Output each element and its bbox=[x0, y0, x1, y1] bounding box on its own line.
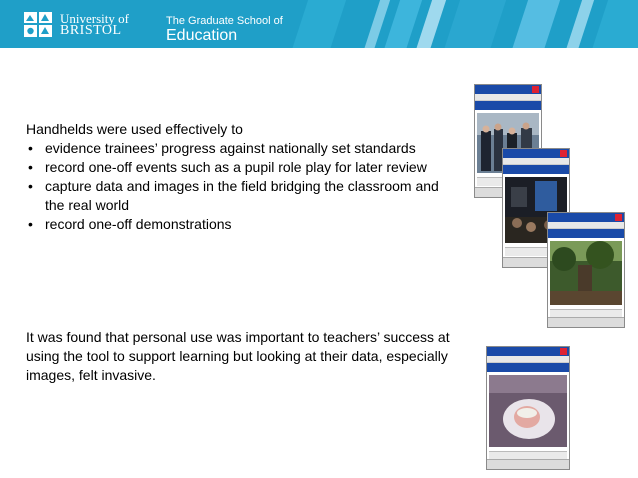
album-bar bbox=[475, 101, 541, 110]
field-photo bbox=[550, 241, 622, 305]
university-name-line1: University of bbox=[60, 11, 129, 26]
close-icon bbox=[615, 214, 622, 221]
intro-text: Handhelds were used effectively to bbox=[26, 121, 243, 137]
university-crest-icon bbox=[24, 12, 54, 38]
school-name-line1: The Graduate School of bbox=[166, 15, 283, 27]
banner-stripe bbox=[289, 0, 350, 48]
bullet-item: • evidence trainees’ progress against nationally set standards bbox=[26, 139, 471, 158]
banner-stripe bbox=[563, 0, 598, 48]
university-logo-text bbox=[60, 13, 129, 37]
university-name-line2: BRISTOL bbox=[60, 23, 122, 38]
handheld-screenshot bbox=[547, 212, 625, 328]
title-bar bbox=[487, 347, 569, 356]
title-bar bbox=[548, 213, 624, 222]
bullet-list bbox=[26, 139, 471, 234]
menu-bar bbox=[487, 356, 569, 363]
close-icon bbox=[560, 150, 567, 157]
close-icon bbox=[560, 348, 567, 355]
album-bar bbox=[548, 229, 624, 238]
menu-bar bbox=[503, 158, 569, 165]
conclusion-text: It was found that personal use was important to teachers’ success at using the tool to support learning but looking at their data, especially images, felt invasive. bbox=[26, 329, 450, 383]
banner-stripe bbox=[441, 0, 510, 48]
banner-stripe bbox=[589, 0, 638, 48]
bullet-item: • record one-off demonstrations bbox=[26, 215, 471, 234]
school-name-line2: Education bbox=[166, 27, 238, 44]
menu-bar bbox=[475, 94, 541, 101]
close-icon bbox=[532, 86, 539, 93]
findings-block bbox=[26, 120, 471, 234]
header-banner bbox=[0, 0, 638, 48]
softkey-bar bbox=[487, 459, 569, 469]
menu-bar bbox=[548, 222, 624, 229]
handheld-screenshot bbox=[486, 346, 570, 470]
banner-stripe bbox=[509, 0, 564, 48]
softkey-bar bbox=[548, 317, 624, 327]
baby-photo bbox=[489, 375, 567, 447]
title-bar bbox=[475, 85, 541, 94]
album-bar bbox=[487, 363, 569, 372]
school-name bbox=[166, 15, 283, 45]
album-bar bbox=[503, 165, 569, 174]
bullet-item: • capture data and images in the field bridging the classroom and the real world bbox=[26, 177, 471, 215]
bullet-item: • record one-off events such as a pupil role play for later review bbox=[26, 158, 471, 177]
title-bar bbox=[503, 149, 569, 158]
